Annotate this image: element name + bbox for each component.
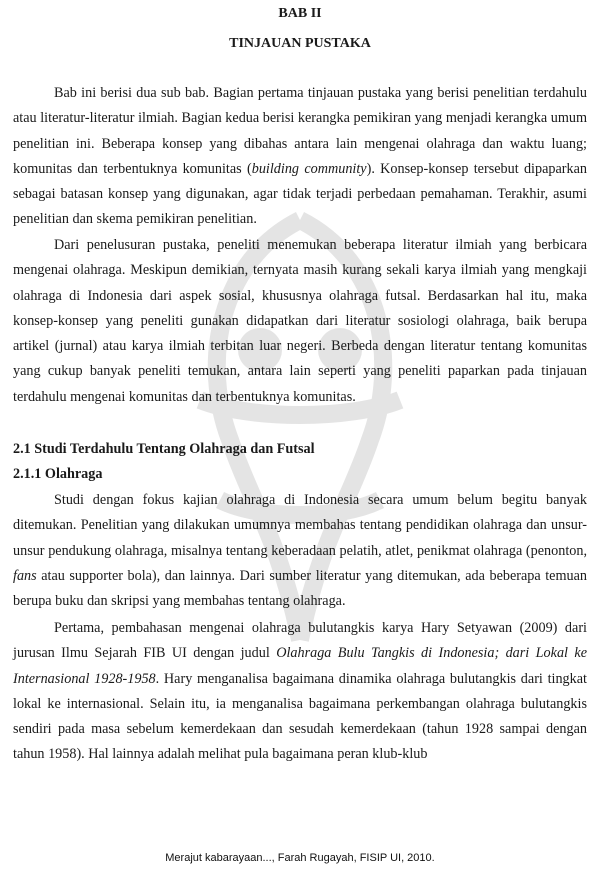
paragraph-text: Pertama, pembahasan mengenai olahraga bulutangkis karya Hary Setyawan (2009) dari jurusan Ilmu Sejarah FIB UI dengan judul <box>13 620 587 662</box>
paragraph-text: atau supporter bola), dan lainnya. Dari sumber literatur yang ditemukan, ada beberapa temuan berupa buku dan skripsi yang membahas tentang olahraga. <box>13 567 587 610</box>
section-heading: 2.1 Studi Terdahulu Tentang Olahraga dan Futsal <box>13 441 315 457</box>
paragraph-text: . Hary menganalisa bagaimana dinamika olahraga bulutangkis dari tingkat lokal ke internasional. Selain itu, ia menganalisa bagaimana perkembangan olahraga bulutangkis sendiri pada masa sebelum kemerdekaan dan sesudah kemerdekaan (tahun 1928 sampai dengan tahun 1958). Hal lainnya adalah melihat pula bagaimana peran klub-klub <box>13 670 587 763</box>
olahraga-paragraph-1 <box>13 488 587 614</box>
intro-paragraph-2 <box>13 233 587 410</box>
paragraph-text: ). Konsep-konsep tersebut dipaparkan sebagai batasan konsep yang digunakan, agar tidak terjadi perbedaan pemahaman. Terakhir, asumi penelitian dan skema pemikiran penelitian. <box>13 160 587 228</box>
chapter-title: TINJAUAN PUSTAKA <box>229 36 371 51</box>
paragraph-text: Dari penelusuran pustaka, peneliti menemukan beberapa literatur ilmiah yang berbicara mengenai olahraga. Meskipun demikian, ternyata masih kurang sekali karya ilmiah yang mengkaji olahraga di Indonesia dari aspek sosial, khususnya olahraga futsal. Berdasarkan hal itu, maka konsep-konsep yang peneliti gunakan didapatkan dari literatur sosiologi olahraga, baik berupa artikel (jurnal) atau karya ilmiah terbitan luar negeri. Berbeda dengan literatur tentang komunitas yang cukup banyak peneliti temukan, antara lain seperti yang peneliti paparkan pada tinjauan terdahulu mengenai komunitas dan terbentuknya komunitas. <box>13 237 587 405</box>
subsection-heading: 2.1.1 Olahraga <box>13 466 103 482</box>
paragraph-text: Bab ini berisi dua sub bab. Bagian pertama tinjauan pustaka yang berisi penelitian terdahulu atau literatur-literatur ilmiah. Bagian kedua berisi kerangka pemikiran yang menjadi kerangka umum penelitian ini. Beberapa konsep yang dibahas antara lain mengenai olahraga dan waktu luang; komunitas dan terbentuknya komunitas ( <box>13 85 587 177</box>
italic-term: fans <box>13 567 37 584</box>
chapter-label: BAB II <box>278 6 322 21</box>
italic-title: Olahraga Bulu Tangkis di Indonesia; dari Lokal ke Internasional 1928-1958 <box>13 645 587 687</box>
italic-term: building community <box>251 160 367 177</box>
page-footer: Merajut kabarayaan..., Farah Rugayah, FISIP UI, 2010. <box>165 852 435 864</box>
olahraga-paragraph-2 <box>13 616 587 768</box>
intro-paragraph-1 <box>13 81 587 233</box>
paragraph-text: Studi dengan fokus kajian olahraga di Indonesia secara umum belum begitu banyak ditemukan. Penelitian yang dilakukan umumnya membahas tentang pendidikan olahraga dan unsur-unsur pendukung olahraga, misalnya tentang keberadaan pelatih, atlet, penikmat olahraga (penonton, <box>13 492 587 559</box>
